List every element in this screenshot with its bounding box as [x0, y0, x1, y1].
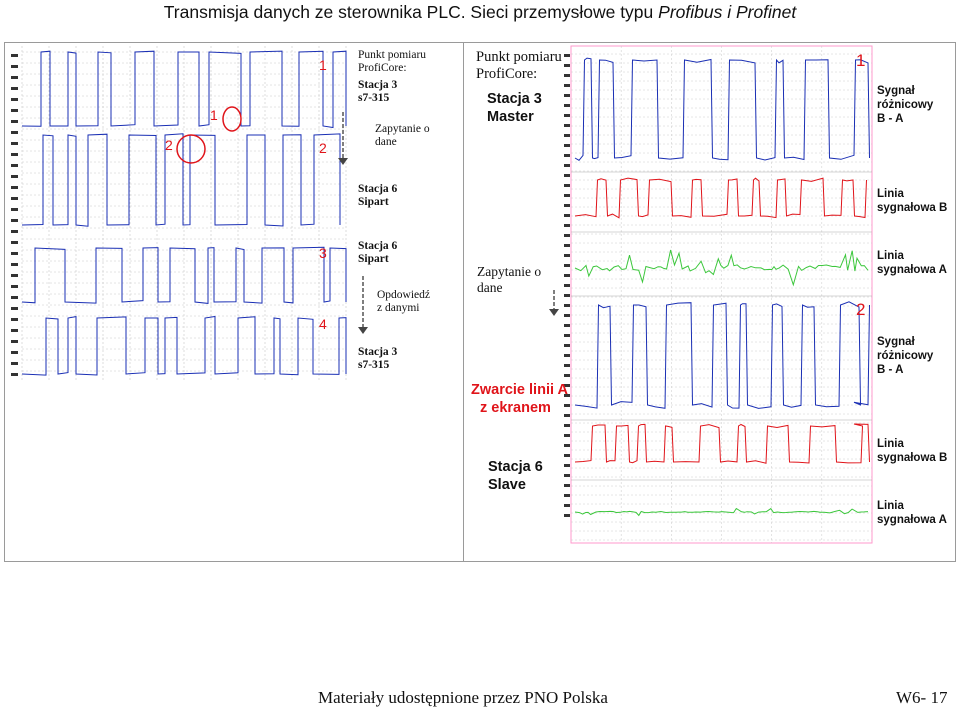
signal-label-diff-2-line2: różnicowy — [877, 350, 934, 362]
right-scale-tick — [564, 244, 570, 247]
right-scale-tick — [564, 434, 570, 437]
footer-source: Materiały udostępnione przez PNO Polska — [318, 688, 608, 707]
left-measurement-point-label — [358, 49, 426, 75]
right-scale-tick — [564, 454, 570, 457]
left-scale-tick — [11, 197, 18, 200]
signal-label-diff-1 — [877, 84, 933, 126]
left-scale-tick — [11, 351, 18, 354]
left-station3-label-b — [358, 346, 397, 372]
signal-label-line-b-2 — [877, 437, 947, 465]
signal-label-diff-2 — [877, 335, 933, 377]
signal-label-line-b-2-line2: sygnałowa B — [877, 452, 948, 464]
left-station3-b-line1: Stacja 3 — [358, 346, 398, 358]
left-station3-b-line2: s7-315 — [358, 359, 390, 371]
signal-label-line-b-2-line1: Linia — [877, 438, 904, 450]
right-short-circuit-line2: z ekranem — [480, 400, 551, 416]
left-station6-b-line1: Stacja 6 — [358, 240, 398, 252]
right-master-label — [487, 90, 542, 126]
left-scale-tick — [11, 153, 18, 156]
right-scale-tick — [564, 234, 570, 237]
right-scale-tick — [564, 294, 570, 297]
right-short-circuit-line1: Zwarcie linii A — [471, 382, 568, 398]
left-marker-4: 4 — [319, 316, 327, 332]
signal-label-line-b-1-line1: Linia — [877, 188, 904, 200]
left-station3-line1: Stacja 3 — [358, 79, 398, 91]
right-query-arrow-head — [549, 309, 559, 316]
title-regular-text: Transmisja danych ze sterownika PLC. Sieci przemysłowe typu — [163, 2, 659, 22]
right-scale-tick — [564, 494, 570, 497]
right-slave-line1: Stacja 6 — [488, 459, 543, 475]
right-scale-tick — [564, 124, 570, 127]
right-scale-tick — [564, 64, 570, 67]
right-scale-tick — [564, 184, 570, 187]
left-response-line2: z danymi — [377, 302, 420, 314]
signal-label-line-a-2-line1: Linia — [877, 500, 904, 512]
left-query-line2: dane — [375, 136, 397, 148]
left-response-arrow-head — [358, 327, 368, 334]
left-highlight-circle-2 — [177, 135, 205, 163]
left-query-label — [375, 123, 430, 149]
title-italic-text: Profibus i Profinet — [658, 2, 797, 22]
left-scale-tick — [11, 219, 18, 222]
right-query-label — [477, 264, 541, 296]
right-scale-tick — [564, 424, 570, 427]
right-scale-tick — [564, 314, 570, 317]
right-line-b-trace-2 — [575, 424, 870, 463]
right-scale-tick — [564, 144, 570, 147]
left-marker-1: 1 — [319, 57, 327, 73]
right-slave-label — [488, 458, 543, 494]
left-circle-marker-2: 2 — [165, 137, 173, 153]
left-scale-tick — [11, 318, 18, 321]
right-query-line2: dane — [477, 280, 503, 295]
left-scale-tick — [11, 98, 18, 101]
right-scale-tick — [564, 104, 570, 107]
left-scale-tick — [11, 274, 18, 277]
left-station3-line2: s7-315 — [358, 92, 390, 104]
signal-label-diff-2-line3: B - A — [877, 364, 904, 376]
right-diff-signal-trace-1 — [575, 58, 870, 160]
signal-label-line-a-1-line2: sygnałowa A — [877, 264, 947, 276]
right-scale-tick — [564, 364, 570, 367]
signal-label-line-a-1 — [877, 249, 947, 277]
right-scale-tick — [564, 174, 570, 177]
right-scale-tick — [564, 194, 570, 197]
right-scale-tick — [564, 114, 570, 117]
left-marker-2: 2 — [319, 140, 327, 156]
left-scale-tick — [11, 230, 18, 233]
left-scale-tick — [11, 175, 18, 178]
right-scale-tick — [564, 284, 570, 287]
right-scale-tick — [564, 164, 570, 167]
left-scale-tick — [11, 252, 18, 255]
left-scale-tick — [11, 87, 18, 90]
signal-label-line-a-2 — [877, 499, 947, 527]
left-scale-tick — [11, 65, 18, 68]
right-scale-tick — [564, 474, 570, 477]
left-scale-tick — [11, 208, 18, 211]
left-measurement-point-line1: Punkt pomiaru — [358, 49, 427, 61]
right-query-line1: Zapytanie o — [477, 264, 542, 279]
page-number: W6- 17 — [896, 688, 948, 707]
left-scale-tick — [11, 340, 18, 343]
left-station6-label-b — [358, 240, 397, 266]
right-scale-tick — [564, 134, 570, 137]
right-scale-tick — [564, 74, 570, 77]
right-scale-tick — [564, 274, 570, 277]
left-scale-tick — [11, 76, 18, 79]
left-scale-tick — [11, 120, 18, 123]
right-measurement-point-line2: ProfiCore: — [476, 66, 538, 82]
signal-label-diff-1-line1: Sygnał — [877, 85, 915, 97]
left-scale-tick — [11, 296, 18, 299]
right-scale-tick — [564, 304, 570, 307]
left-scale-tick — [11, 285, 18, 288]
left-response-label — [377, 289, 430, 315]
left-station3-label — [358, 79, 397, 105]
right-scale-tick — [564, 84, 570, 87]
left-query-line1: Zapytanie o — [375, 123, 430, 135]
right-short-circuit-label — [471, 381, 568, 417]
right-scale-tick — [564, 334, 570, 337]
left-marker-3: 3 — [319, 245, 327, 261]
right-scale-tick — [564, 514, 570, 517]
signal-label-diff-1-line2: różnicowy — [877, 99, 934, 111]
left-scale-tick — [11, 109, 18, 112]
right-scale-tick — [564, 254, 570, 257]
left-scale-tick — [11, 241, 18, 244]
left-response-line1: Opdowiedź — [377, 289, 431, 301]
left-station6-b-line2: Sipart — [358, 253, 389, 265]
right-master-line1: Stacja 3 — [487, 91, 542, 107]
right-scale-tick — [564, 504, 570, 507]
right-scale-tick — [564, 444, 570, 447]
right-scale-tick — [564, 324, 570, 327]
signal-label-diff-1-line3: B - A — [877, 113, 904, 125]
right-scale-tick — [564, 94, 570, 97]
left-scale-tick — [11, 142, 18, 145]
right-scale-tick — [564, 484, 570, 487]
left-scale-tick — [11, 164, 18, 167]
right-measurement-point-label — [476, 49, 562, 83]
right-scale-tick — [564, 464, 570, 467]
right-diff-signal-trace-2 — [575, 302, 870, 409]
left-scale-tick — [11, 307, 18, 310]
right-marker-1: 1 — [856, 51, 866, 70]
right-marker-2: 2 — [856, 300, 866, 319]
signal-label-line-a-1-line1: Linia — [877, 250, 904, 262]
left-scale-tick — [11, 373, 18, 376]
right-scale-tick — [564, 354, 570, 357]
right-slave-line2: Slave — [488, 477, 526, 493]
left-station6-label-a — [358, 183, 397, 209]
left-station6-a-line1: Stacja 6 — [358, 183, 398, 195]
left-circle-marker-1: 1 — [210, 107, 218, 123]
right-scale-tick — [564, 264, 570, 267]
left-station6-a-line2: Sipart — [358, 196, 389, 208]
left-measurement-point-line2: ProfiCore: — [358, 62, 407, 74]
left-scale-tick — [11, 131, 18, 134]
right-scale-tick — [564, 154, 570, 157]
right-scale-tick — [564, 214, 570, 217]
left-scale-tick — [11, 186, 18, 189]
left-scale-tick — [11, 329, 18, 332]
right-scale-tick — [564, 344, 570, 347]
right-master-line2: Master — [487, 109, 534, 125]
signal-label-line-a-2-line2: sygnałowa A — [877, 514, 947, 526]
left-scale-tick — [11, 263, 18, 266]
right-scale-tick — [564, 204, 570, 207]
signal-label-diff-2-line1: Sygnał — [877, 336, 915, 348]
right-scale-tick — [564, 54, 570, 57]
right-measurement-point-line1: Punkt pomiaru — [476, 49, 562, 65]
right-scale-tick — [564, 224, 570, 227]
left-scale-tick — [11, 54, 18, 57]
right-scale-tick — [564, 374, 570, 377]
left-scale-tick — [11, 362, 18, 365]
signal-label-line-b-1-line2: sygnałowa B — [877, 202, 948, 214]
signal-label-line-b-1 — [877, 187, 947, 215]
